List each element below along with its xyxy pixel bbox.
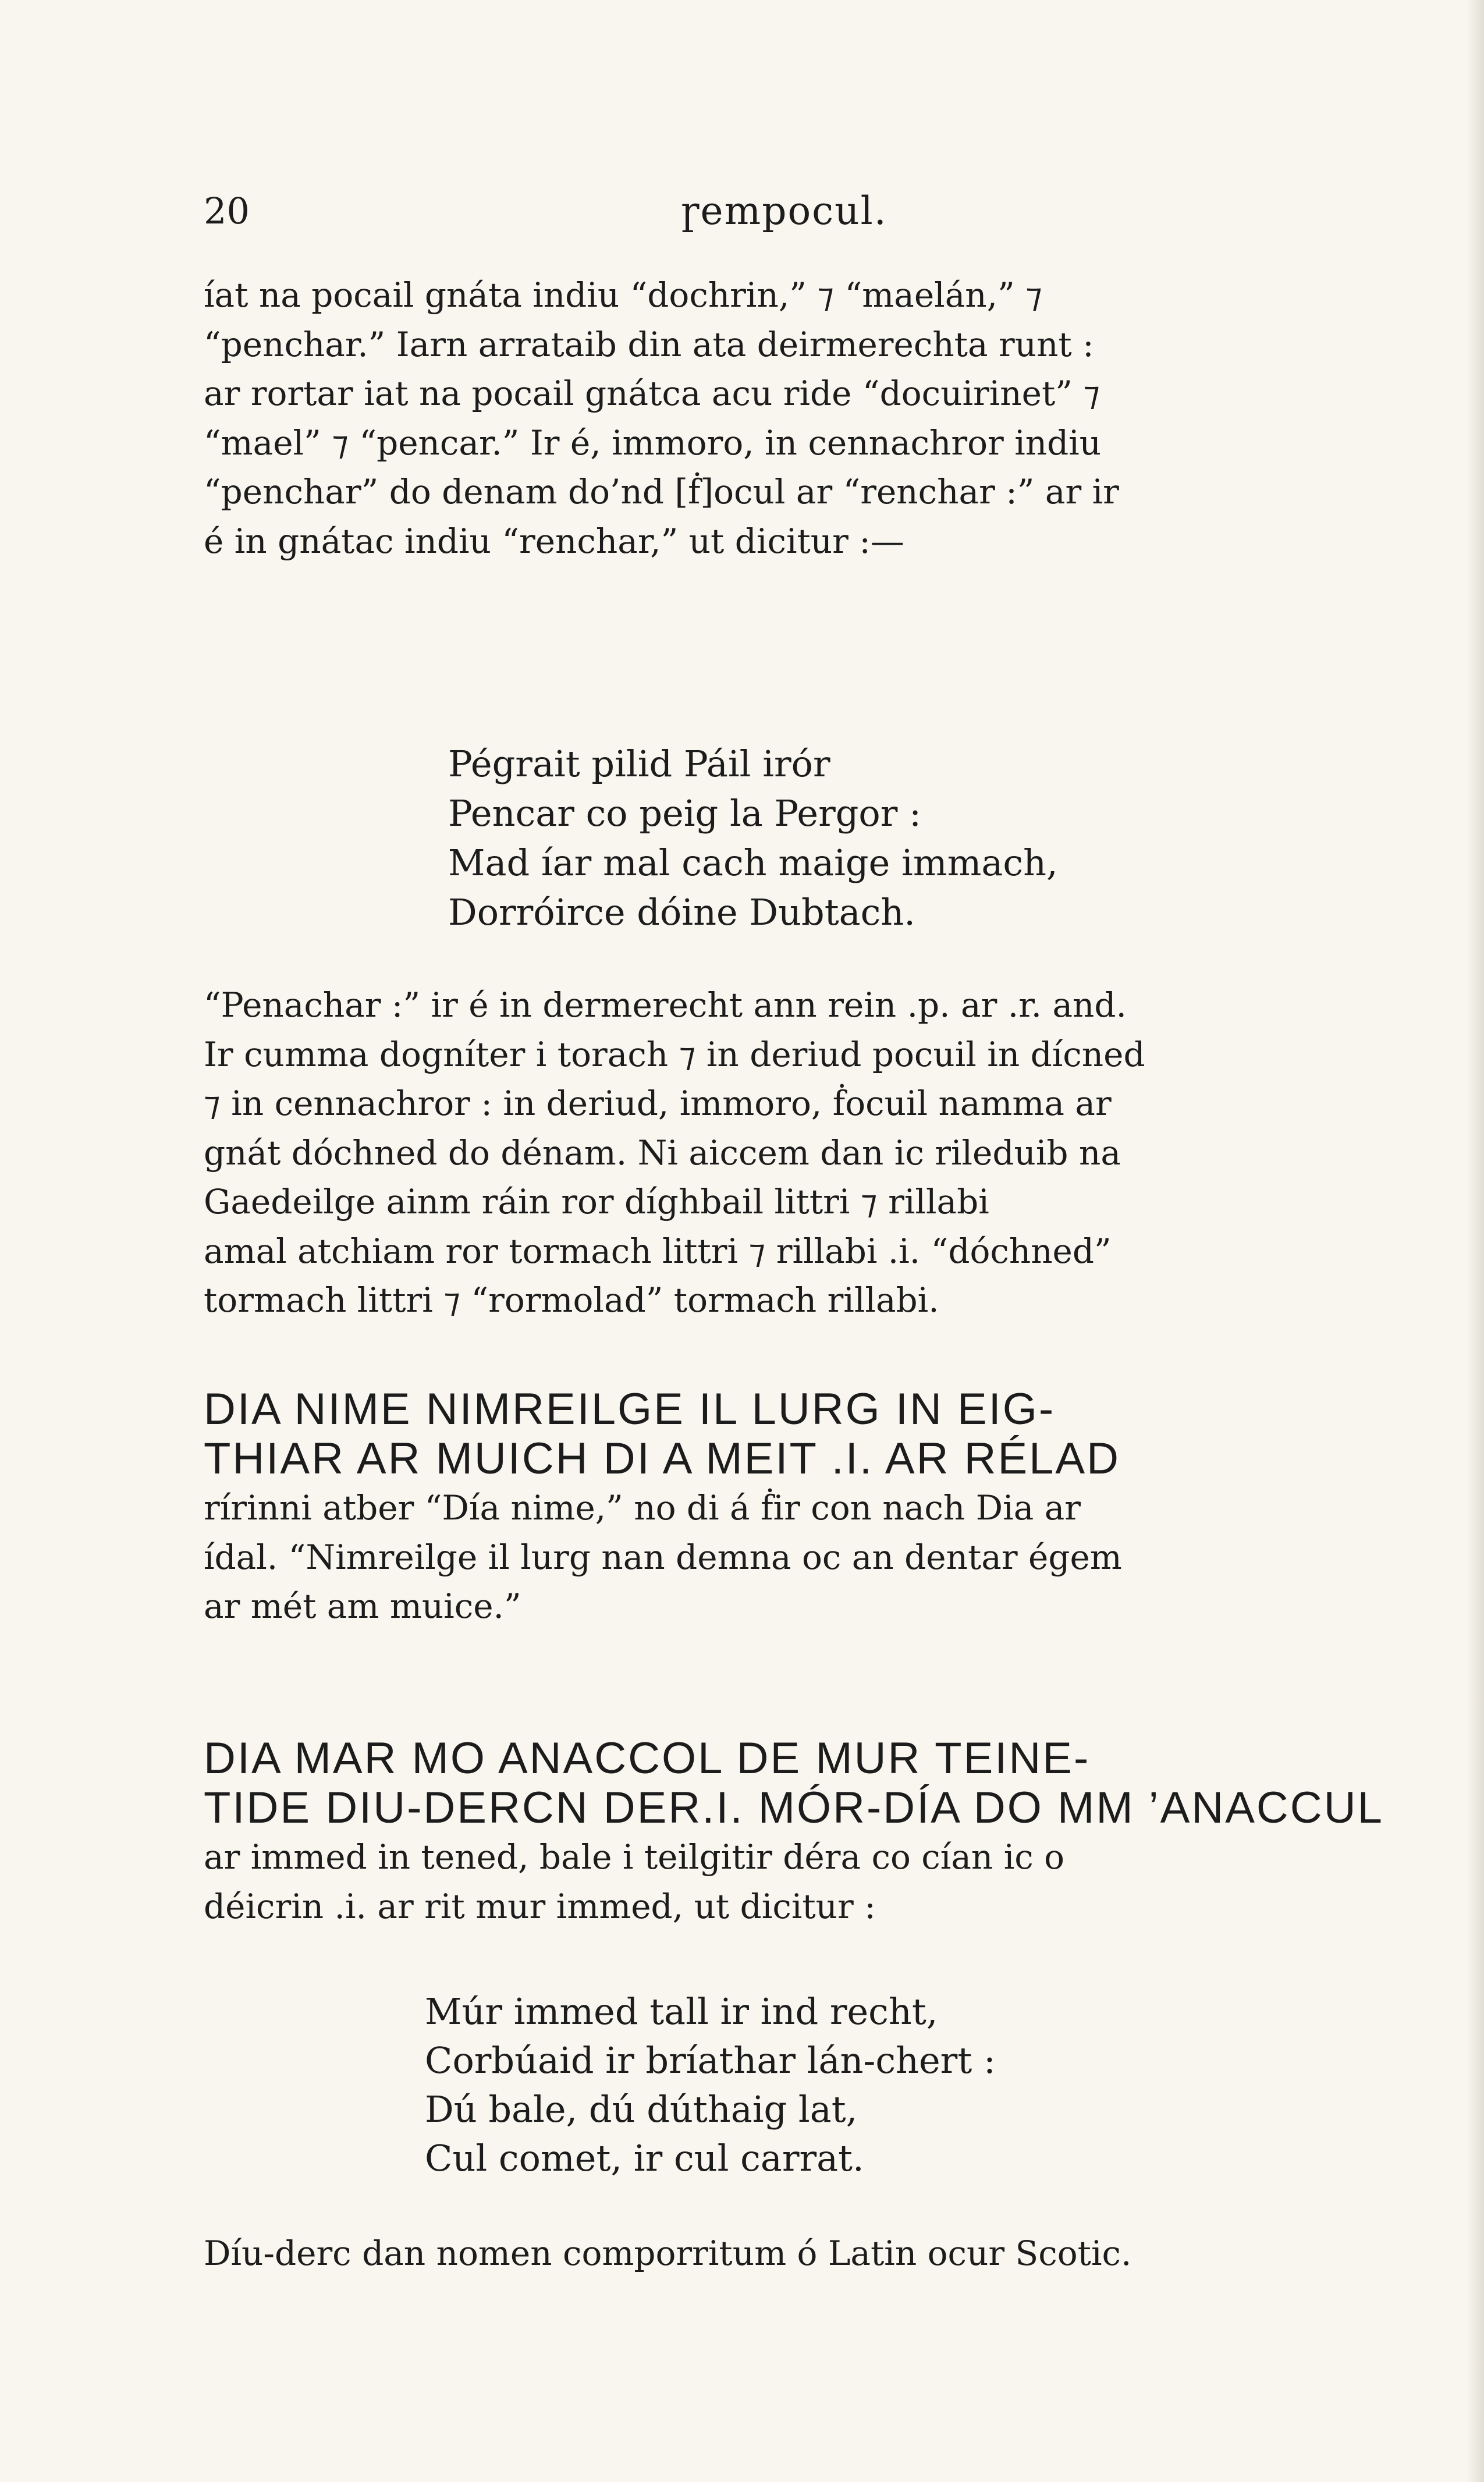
- running-title: ɼempocul.: [681, 189, 887, 233]
- text-line: ar mét am muice.”: [204, 1586, 521, 1626]
- text-line: amal atchiam ror tormach littri ⁊ rillabi .i. “dóchned”: [204, 1231, 1112, 1271]
- text-line: Ir cumma dogníter i torach ⁊ in deriud pocuil in dícned: [204, 1034, 1145, 1074]
- verse-line: Pégrait pilid Páil irór: [448, 743, 830, 785]
- paragraph-2: [204, 981, 1397, 1325]
- text-line: “penchar.” Iarn arrataib din ata deirmerechta runt :: [204, 324, 1094, 364]
- gloss-heading-line: THIAR AR MUICH DI A MEIT .I. AR RÉLAD: [204, 1434, 1121, 1483]
- gloss-heading-line: DIA NIME NIMREILGE IL LURG IN EIG-: [204, 1385, 1056, 1434]
- page-header: [204, 177, 960, 247]
- page-number: 20: [204, 190, 250, 232]
- text-line: Díu-derc dan nomen comporritum ó Latin ocur Scotic.: [204, 2234, 1132, 2273]
- gloss-entry-1: [204, 1385, 1397, 1631]
- text-line: “penchar” do denam do’nd [ḟ]ocul ar “renchar :” ar ir: [204, 472, 1119, 512]
- text-line: Gaedeilge ainm ráin ror díghbail littri ⁊ rillabi: [204, 1182, 989, 1222]
- gloss-heading-line: TIDE DIU-DERCN DER.I. MÓR-DÍA DO MM ’ANACCUL: [204, 1783, 1384, 1833]
- text-line: ídal. “Nimreilge il lurg nan demna oc an dentar égem: [204, 1537, 1122, 1577]
- verse-line: Dorróirce dóine Dubtach.: [448, 891, 915, 933]
- verse-line: Dú bale, dú dúthaig lat,: [425, 2088, 858, 2131]
- paragraph-1: [204, 271, 1397, 566]
- text-line: tormach littri ⁊ “rormolad” tormach rillabi.: [204, 1280, 939, 1320]
- verse-1: [448, 739, 1058, 937]
- verse-line: Mad íar mal cach maige immach,: [448, 841, 1058, 884]
- text-line: é in gnátac indiu “renchar,” ut dicitur :—: [204, 521, 904, 561]
- text-line: rírinni atber “Día nime,” no di á ḟir con nach Dia ar: [204, 1488, 1081, 1528]
- binding-shadow: [1467, 0, 1484, 2482]
- text-line: ar rortar iat na pocail gnátca acu ride “docuirinet” ⁊: [204, 374, 1100, 413]
- verse-line: Cul comet, ir cul carrat.: [425, 2137, 864, 2179]
- text-line: “mael” ⁊ “pencar.” Ir é, immoro, in cennachror indiu: [204, 422, 1102, 463]
- text-line: gnát dóchned do dénam. Ni aiccem dan ic rileduib na: [204, 1132, 1121, 1173]
- text-line: ar immed in tened, bale i teilgitir déra co cían ic o: [204, 1837, 1065, 1877]
- verse-line: Múr immed tall ir ind recht,: [425, 1990, 938, 2033]
- verse-line: Pencar co peig la Pergor :: [448, 792, 921, 835]
- verse-2: [425, 1987, 996, 2183]
- text-line: íat na pocail gnáta indiu “dochrin,” ⁊ “maelán,” ⁊: [204, 275, 1042, 315]
- closing-line: [204, 2229, 1397, 2278]
- text-line: déicrin .i. ar rit mur immed, ut dicitur :: [204, 1886, 876, 1926]
- gloss-entry-2: [204, 1734, 1397, 1931]
- text-line: ⁊ in cennachror : in deriud, immoro, ḟocuil namma ar: [204, 1084, 1112, 1123]
- text-line: “Penachar :” ir é in dermerecht ann rein .p. ar .r. and.: [204, 985, 1127, 1025]
- verse-line: Corbúaid ir bríathar lán-chert :: [425, 2039, 996, 2082]
- gloss-heading-line: DIA MAR MO ANACCOL DE MUR TEINE-: [204, 1734, 1091, 1783]
